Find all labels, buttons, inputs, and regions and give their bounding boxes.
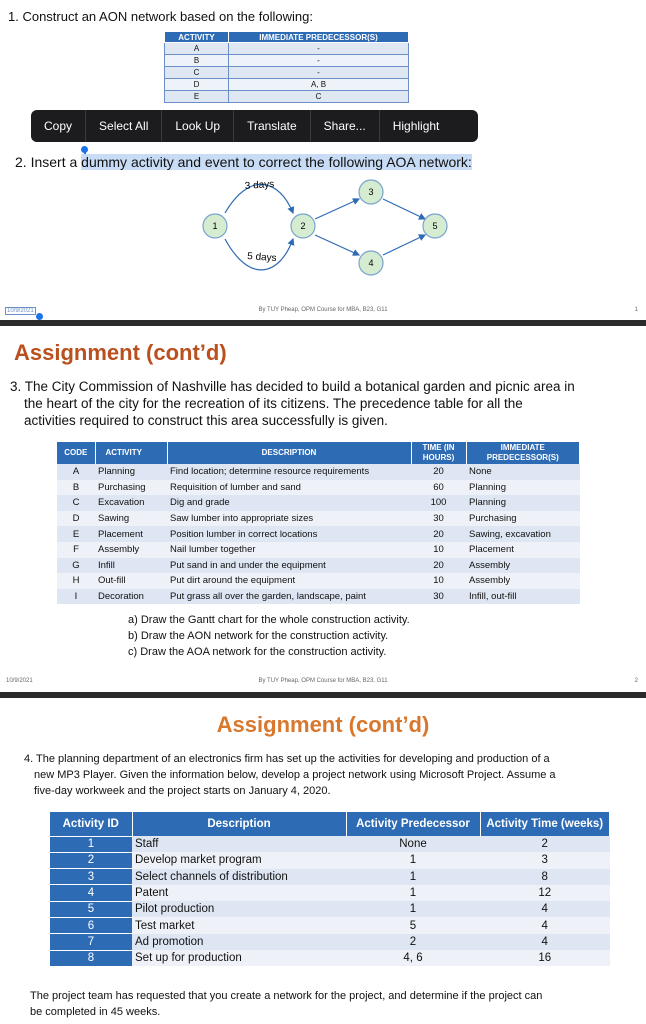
question-4-line: new MP3 Player. Given the information below, develop a project network using Microsoft Project. Assume a [34,769,556,781]
table-row [57,480,580,496]
table-cell: 1 [346,869,480,885]
node-1-label: 1 [212,221,218,231]
table-cell: 8 [480,869,610,885]
table-cell: 4 [480,901,610,917]
table-row [50,836,610,852]
look-up-menu-item[interactable]: Look Up [162,110,234,142]
table-cell: 4 [50,885,132,901]
table-cell: 30 [411,511,466,527]
table-cell: 3 [480,852,610,868]
table-cell: 30 [411,589,466,605]
table-cell: Planning [466,480,580,496]
node-2-label: 2 [300,221,306,231]
table-cell: 1 [50,836,132,852]
aoa-network-diagram [195,175,455,285]
cell: A [165,43,229,55]
table-cell: C [57,495,95,511]
table-cell: Planning [95,464,167,480]
table-row [57,573,580,589]
table-cell: 12 [480,885,610,901]
node-2 [291,214,315,238]
selected-text[interactable]: dummy activity and event to correct the following AOA network: [81,154,472,170]
table-cell: Planning [466,495,580,511]
table-cell: Excavation [95,495,167,511]
table-cell: 7 [50,934,132,950]
table-cell: None [346,836,480,852]
table-row [165,55,409,67]
cell: D [165,79,229,91]
table-cell: 5 [50,901,132,917]
node-5-label: 5 [432,221,438,231]
table-cell: Requisition of lumber and sand [167,480,411,496]
translate-menu-item[interactable]: Translate [234,110,311,142]
table-cell: Purchasing [466,511,580,527]
bottom-duration-label: 5 days [246,251,277,265]
closing-paragraph [30,988,620,1020]
table-cell: 2 [50,852,132,868]
question-3-line: the heart of the city for the recreation of its citizens. The precedence table for all the [24,396,523,411]
col-predecessor: IMMEDIATE PREDECESSOR(S) [229,32,409,43]
table-cell: B [57,480,95,496]
table-row [50,901,610,917]
slide-date: 10/9/2021 [6,678,33,684]
footer-credit: By TUY Pheap, OPM Course for MBA, B23, G11 [258,678,388,684]
table-cell: Placement [466,542,580,558]
col-code: CODE [57,442,95,464]
table-cell: None [466,464,580,480]
table-cell: 16 [480,950,610,966]
table-cell: Put grass all over the garden, landscape, paint [167,589,411,605]
closing-line: The project team has requested that you create a network for the project, and determine if the project can [30,990,543,1002]
table-cell: Purchasing [95,480,167,496]
node-3 [359,180,383,204]
arrow-3-5 [383,199,425,219]
table-row [57,464,580,480]
table-cell: 4, 6 [346,950,480,966]
table-cell: E [57,526,95,542]
col-activity-predecessor: Activity Predecessor [346,812,480,836]
precedence-table [57,442,580,604]
question-4 [24,751,624,799]
table-cell: 8 [50,950,132,966]
table-cell: F [57,542,95,558]
col-predecessors: IMMEDIATE PREDECESSOR(S) [466,442,580,464]
table-cell: Position lumber in correct locations [167,526,411,542]
table-cell: H [57,573,95,589]
table-cell: 5 [346,917,480,933]
selection-start-handle[interactable] [81,146,88,153]
table-cell: 2 [346,934,480,950]
col-description: DESCRIPTION [167,442,411,464]
footer-credit: By TUY Pheap, OPM Course for MBA, B23, G11 [258,307,388,313]
select-all-menu-item[interactable]: Select All [86,110,162,142]
table-cell: 20 [411,558,466,574]
table-cell: Infill [95,558,167,574]
closing-line: be completed in 45 weeks. [30,1006,161,1018]
table-cell: Staff [132,836,346,852]
table-cell: Placement [95,526,167,542]
question-2 [15,154,472,170]
question-4-line: five-day workweek and the project starts on January 4, 2020. [34,785,331,797]
col-description: Description [132,812,346,836]
table-cell: Put dirt around the equipment [167,573,411,589]
question-4-line: 4. The planning department of an electronics firm has set up the activities for developing and production of a [24,753,550,765]
col-activity: ACTIVITY [165,32,229,43]
slide-3 [0,698,646,1024]
table-cell: Assembly [95,542,167,558]
slide-title: Assignment (cont’d) [14,340,227,365]
table-cell: 4 [480,917,610,933]
table-row [57,589,580,605]
table-cell: 1 [346,885,480,901]
page-number: 2 [634,678,638,684]
col-activity: ACTIVITY [95,442,167,464]
sub-question-c: c) Draw the AOA network for the construction activity. [128,646,387,658]
node-4-label: 4 [368,258,374,268]
table-cell: 2 [480,836,610,852]
highlight-menu-item[interactable]: Highlight [392,119,440,133]
table-cell: Assembly [466,573,580,589]
sub-question-a: a) Draw the Gantt chart for the whole construction activity. [128,614,410,626]
predecessor-table [164,31,409,103]
slide-date: 10/9/2021 [7,308,34,314]
table-cell: 20 [411,464,466,480]
table-cell: 1 [346,901,480,917]
question-1: 1. Construct an AON network based on the following: [8,9,313,24]
col-activity-time: Activity Time (weeks) [480,812,610,836]
slide-2 [0,326,646,692]
table-cell: A [57,464,95,480]
table-cell: 10 [411,573,466,589]
table-cell: I [57,589,95,605]
slide-title: Assignment (cont’d) [216,712,430,737]
table-cell: G [57,558,95,574]
table-cell: Develop market program [132,852,346,868]
col-time: TIME (IN HOURS) [411,442,466,464]
table-cell: 10 [411,542,466,558]
table-cell: Sawing [95,511,167,527]
question-2-prefix: 2. Insert a [15,154,82,170]
node-3-label: 3 [368,187,374,197]
table-cell: Find location; determine resource requirements [167,464,411,480]
table-row [50,869,610,885]
node-4 [359,251,383,275]
selection-end-handle[interactable] [36,313,43,320]
table-cell: 1 [346,852,480,868]
table-cell: Assembly [466,558,580,574]
question-3 [10,378,630,429]
table-cell: Put sand in and under the equipment [167,558,411,574]
table-cell: Select channels of distribution [132,869,346,885]
table-cell: Saw lumber into appropriate sizes [167,511,411,527]
table-cell: Decoration [95,589,167,605]
table-row [50,852,610,868]
cell: C [229,91,409,103]
table-cell: Sawing, excavation [466,526,580,542]
sub-questions [128,612,410,660]
table-cell: D [57,511,95,527]
cell: - [229,43,409,55]
table-row [57,542,580,558]
table-row [165,43,409,55]
table-cell: Set up for production [132,950,346,966]
table-cell: 4 [480,934,610,950]
node-5 [423,214,447,238]
arrow-2-4 [315,235,359,255]
table-cell: Patent [132,885,346,901]
sub-question-b: b) Draw the AON network for the construction activity. [128,630,389,642]
cell: C [165,67,229,79]
cell: - [229,67,409,79]
table-cell: Ad promotion [132,934,346,950]
table-cell: Pilot production [132,901,346,917]
table-cell: Out-fill [95,573,167,589]
node-1 [203,214,227,238]
cell: E [165,91,229,103]
col-activity-id: Activity ID [50,812,132,836]
table-row [165,91,409,103]
table-row [57,558,580,574]
table-cell: Test market [132,917,346,933]
table-row [50,934,610,950]
table-cell: 100 [411,495,466,511]
question-3-line: activities required to construct this area successfully is given. [24,413,388,428]
table-cell: 20 [411,526,466,542]
table-row [50,950,610,966]
table-row [165,67,409,79]
page-number: 1 [634,307,638,313]
table-cell: 60 [411,480,466,496]
table-row [57,526,580,542]
activity-table [50,812,610,966]
table-cell: 6 [50,917,132,933]
top-duration-label: 3 days [244,178,275,192]
table-row [165,79,409,91]
cell: - [229,55,409,67]
table-cell: Nail lumber together [167,542,411,558]
cell: B [165,55,229,67]
table-row [57,511,580,527]
table-cell: Infill, out-fill [466,589,580,605]
table-row [57,495,580,511]
share-menu-item[interactable]: Share... [311,110,380,142]
arrow-2-3 [315,199,359,219]
table-row [50,885,610,901]
arrow-4-5 [383,235,425,255]
table-cell: 3 [50,869,132,885]
table-cell: Dig and grade [167,495,411,511]
table-row [50,917,610,933]
text-context-menu [31,110,478,142]
cell: A, B [229,79,409,91]
copy-menu-item[interactable]: Copy [31,110,86,142]
slide-1 [0,0,646,320]
question-3-line: 3. The City Commission of Nashville has decided to build a botanical garden and picnic area in [10,379,575,394]
